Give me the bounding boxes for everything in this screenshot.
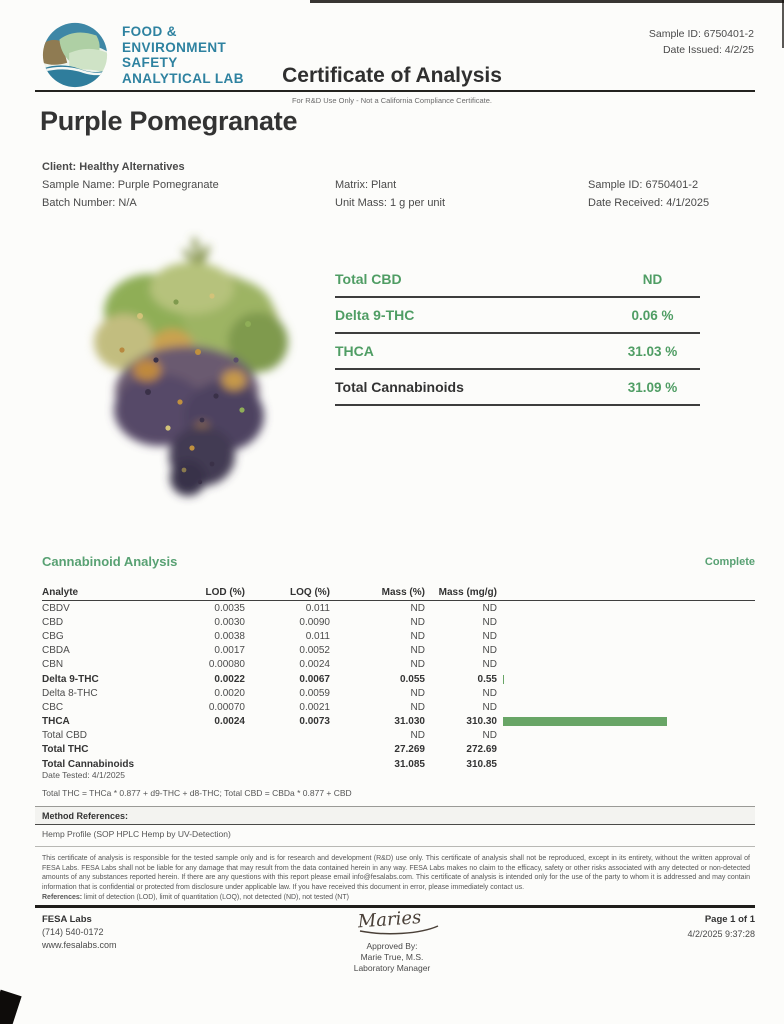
- summary-value: 0.06 %: [631, 307, 674, 323]
- section-status-badge: Complete: [704, 556, 755, 568]
- analyte-cell: CBG: [42, 630, 64, 642]
- table-row: CBD 0.0030 0.0090 ND ND: [42, 616, 497, 628]
- signature-image: [336, 906, 448, 938]
- product-photo: [52, 220, 332, 508]
- table-row: Total CBD ND ND: [42, 730, 497, 742]
- references-label: References:: [42, 894, 83, 901]
- signature-text: Maries: [357, 906, 422, 933]
- header-sample-meta: [649, 26, 754, 58]
- total-thc-formula: Total THC = THCa * 0.877 + d9-THC + d8-THC; Total CBD = CBDa * 0.877 + CBD: [42, 788, 352, 798]
- svg-text:Maries: [356, 907, 422, 932]
- sample-info-left: [42, 158, 219, 212]
- sample-id-label: Sample ID: 6750401-2: [588, 179, 699, 191]
- approved-by-label: Approved By:: [366, 941, 418, 951]
- sample-name-label: Sample Name: Purple Pomegranate: [42, 179, 219, 191]
- report-timestamp: 4/2/2025 9:37:28: [687, 929, 755, 939]
- page-subtitle: For R&D Use Only - Not a California Compliance Certificate.: [291, 96, 493, 105]
- approver-name: Marie True, M.S.: [360, 952, 424, 962]
- summary-label: THCA: [335, 343, 374, 359]
- date-tested-note: Date Tested: 4/1/2025: [42, 770, 126, 780]
- analyte-cell: CBDA: [42, 645, 70, 657]
- references-note: References: limit of detection (LOD), limit of quantitation (LOQ), not detected (ND), not tested (NT): [42, 894, 349, 901]
- header-date-issued: Date Issued: 4/2/25: [662, 44, 754, 56]
- scan-artifact-bottom-left: [0, 990, 22, 1024]
- summary-row-total-cannabinoids: [335, 370, 700, 406]
- table-row: CBDV 0.0035 0.011 ND ND: [42, 602, 497, 614]
- analyte-cell: CBD: [42, 616, 64, 628]
- table-row: Total Cannabinoids 31.085 310.85: [42, 758, 497, 770]
- cannabis-bud-image: [52, 220, 332, 508]
- logo-line-4: ANALYTICAL LAB: [122, 70, 244, 86]
- summary-row-delta9-thc: [335, 298, 700, 334]
- approver-title: Laboratory Manager: [353, 963, 431, 973]
- legal-disclaimer: This certificate of analysis is responsible for the tested sample only and is for research and development (R&D) use only. This certificate of analysis shall not be reproduced, except in its entirety, without the written approval of FESA Labs. FESA Labs shall not be liable for any damage that may result from the data contained herein in any way. FESA Labs makes no claim to the efficacy, safety or other risks associated with any detected or non-detected amounts of any substances reported herein. If there are any questions with this report please email info@fesalabs.com. This certificate of analysis is intended only for the use of the party to whom it is addressed and may contain information that is confidential or protected from disclosure under applicable law. If you have received this document in error, please immediately contact us.: [42, 855, 750, 891]
- analyte-cell: THCA: [42, 716, 70, 728]
- col-loq: LOQ (%): [290, 587, 330, 598]
- divider: [35, 846, 755, 847]
- page-number: Page 1 of 1: [704, 914, 755, 925]
- logo-line-1: FOOD &: [122, 24, 177, 39]
- date-received-label: Date Received: 4/1/2025: [588, 197, 710, 209]
- footer-lab-name: FESA Labs: [42, 914, 92, 925]
- analyte-cell: Total THC: [42, 744, 89, 756]
- col-lod: LOD (%): [205, 587, 245, 598]
- client-label: Client: Healthy Alternatives: [42, 161, 185, 173]
- matrix-label: Matrix: Plant: [335, 179, 397, 191]
- mass-bar: [503, 675, 504, 684]
- footer-phone: (714) 540-0172: [42, 927, 104, 937]
- cannabinoid-analysis-table: [42, 585, 755, 771]
- analyte-cell: Total Cannabinoids: [42, 758, 135, 770]
- table-row: CBN 0.00080 0.0024 ND ND: [42, 659, 497, 671]
- header-divider: [35, 90, 755, 92]
- method-reference-item: Hemp Profile (SOP HPLC Hemp by UV-Detection): [42, 829, 231, 839]
- scan-artifact-top: [310, 0, 784, 3]
- col-mass-mg: Mass (mg/g): [438, 587, 497, 598]
- summary-value: 31.09 %: [627, 379, 678, 395]
- table-row: Total THC 27.269 272.69: [42, 744, 497, 756]
- page-title: Certificate of Analysis: [282, 64, 502, 87]
- method-references-header: Method References:: [35, 806, 755, 825]
- table-row: CBG 0.0038 0.011 ND ND: [42, 630, 497, 642]
- analyte-cell: Delta 8-THC: [42, 687, 98, 699]
- table-row: THCA 0.0024 0.0073 31.030 310.30: [42, 715, 755, 729]
- table-row: CBDA 0.0017 0.0052 ND ND: [42, 645, 497, 657]
- batch-number-label: Batch Number: N/A: [42, 197, 137, 209]
- summary-value: ND: [642, 271, 663, 287]
- logo-line-3: SAFETY: [122, 55, 178, 70]
- summary-value: 31.03 %: [627, 343, 678, 359]
- analyte-cell: CBN: [42, 659, 64, 671]
- summary-row-thca: [335, 334, 700, 370]
- unit-mass-label: Unit Mass: 1 g per unit: [335, 197, 446, 209]
- header-sample-id: Sample ID: 6750401-2: [648, 28, 754, 40]
- sample-info-middle: [335, 176, 445, 212]
- col-mass-pct: Mass (%): [381, 587, 425, 598]
- logo-line-2: ENVIRONMENT: [122, 39, 227, 55]
- footer-website: www.fesalabs.com: [42, 940, 117, 950]
- section-title-cannabinoid-analysis: Cannabinoid Analysis: [42, 554, 178, 569]
- potency-summary-table: [335, 262, 700, 406]
- table-row: Delta 9-THC 0.0022 0.0067 0.055 0.55: [42, 672, 755, 686]
- table-row: Delta 8-THC 0.0020 0.0059 ND ND: [42, 687, 497, 699]
- footer-approval: [0, 906, 784, 974]
- product-name: Purple Pomegranate: [40, 106, 298, 136]
- summary-label: Total CBD: [335, 271, 402, 287]
- analyte-cell: Delta 9-THC: [42, 673, 99, 685]
- summary-row-total-cbd: [335, 262, 700, 298]
- mass-bar: [503, 717, 667, 726]
- analyte-cell: CBDV: [42, 602, 70, 614]
- summary-label: Total Cannabinoids: [335, 379, 464, 395]
- analyte-cell: Total CBD: [42, 730, 88, 742]
- col-analyte: Analyte: [42, 587, 79, 598]
- analyte-cell: CBC: [42, 701, 64, 713]
- footer-page-meta: [687, 913, 755, 941]
- summary-label: Delta 9-THC: [335, 307, 415, 323]
- analysis-header-row: [42, 585, 755, 601]
- table-row: CBC 0.00070 0.0021 ND ND: [42, 701, 497, 713]
- sample-info-right: [588, 176, 709, 212]
